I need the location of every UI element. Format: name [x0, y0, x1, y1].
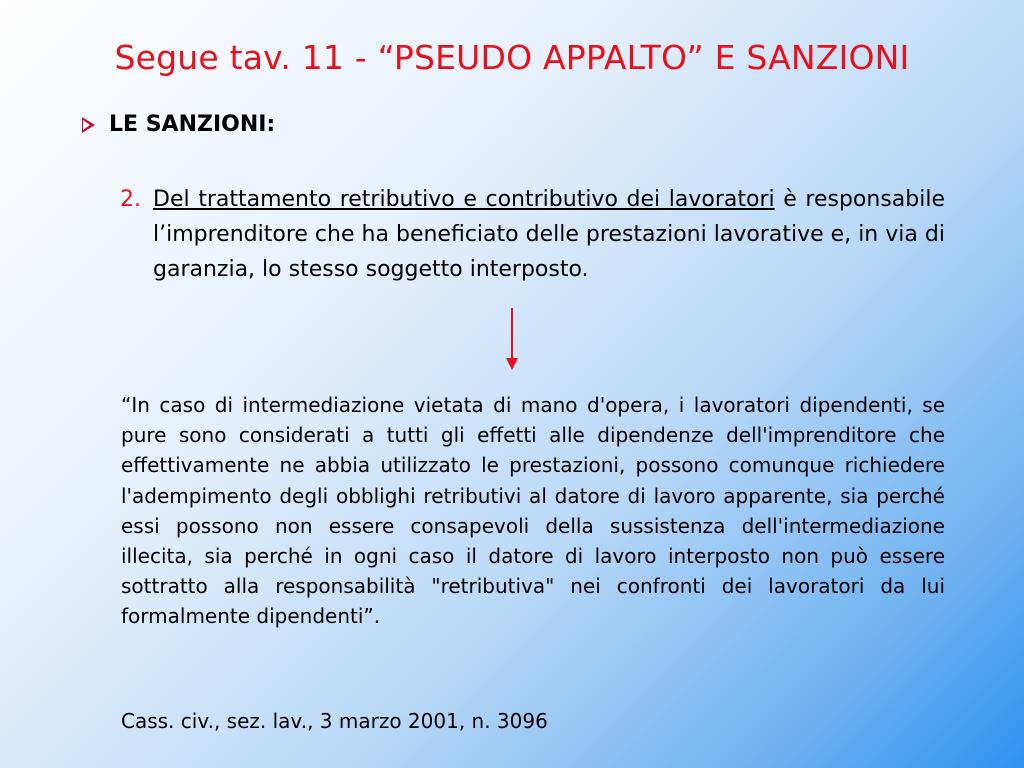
- numbered-point: [120, 182, 945, 287]
- point-rest-text: è responsabile l’imprenditore che ha beneficiato delle prestazioni lavorative e, in via di garanzia, lo stesso soggetto interposto.: [153, 187, 945, 282]
- arrow-bullet-icon: [82, 117, 95, 133]
- court-quote: “In caso di intermediazione vietata di mano d'opera, i lavoratori dipendenti, se pure sono considerati a tutti gli effetti alle dipendenze dell'imprenditore che effettivamente ne abbia utilizzato le prestazioni, possono comunque richiedere l'adempimento degli obblighi retributivi al datore di lavoro apparente, sia perché essi possono non essere consapevoli della sussistenza dell'intermediazione illecita, sia perché in ogni caso il datore di lavoro interposto non può essere sottratto alla responsabilità "retributiva" nei confronti dei lavoratori da lui formalmente dipendenti”.: [121, 393, 945, 629]
- slide-title: Segue tav. 11 - “PSEUDO APPALTO” E SANZIONI: [114, 38, 910, 77]
- section-heading-label: LE SANZIONI:: [109, 112, 276, 137]
- citation: Cass. civ., sez. lav., 3 marzo 2001, n. 3096: [121, 709, 548, 733]
- down-arrow-icon: [504, 308, 520, 370]
- section-heading: [82, 112, 275, 137]
- point-underlined-text: Del trattamento retributivo e contributivo dei lavoratori: [153, 187, 775, 212]
- point-number: 2.: [120, 187, 141, 212]
- point-text: [153, 182, 945, 287]
